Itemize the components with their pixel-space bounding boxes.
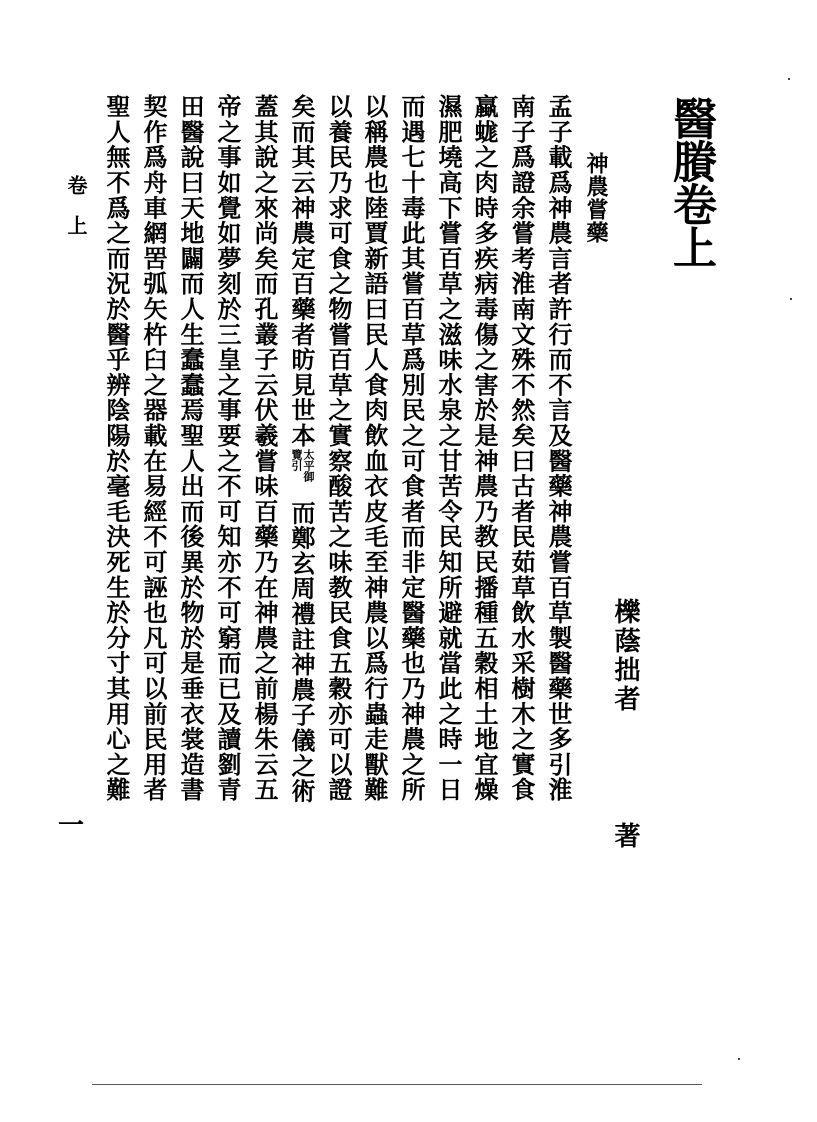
author-name: 櫟蔭拙者	[610, 598, 640, 714]
book-title: 醫賸卷上	[665, 96, 716, 268]
text-segment: 矣而其云神農定百藥者昉見世本	[287, 94, 316, 449]
section-title: 神農嘗藥	[583, 152, 609, 244]
text-column: 契作爲舟車網罟弧矢杵臼之器載在易經不可誣也凡可以前民用者	[139, 94, 168, 803]
page-number: 一	[58, 811, 85, 841]
text-column: 而遇七十毒此其嘗百草爲別民之可食者而非定醫藥也乃神農之所	[397, 94, 426, 803]
scan-speck	[788, 78, 790, 80]
note-left: 覽引	[290, 449, 303, 472]
text-column: 田醫說曰天地闢而人生蠢蠢焉聖人出而後異於物於是垂衣裳造書	[176, 94, 205, 803]
interlinear-note	[290, 449, 314, 499]
text-column: 以稱農也陸賈新語曰民人食肉飲血衣皮毛至神農以爲行蟲走獸難	[360, 94, 389, 803]
scan-speck	[790, 298, 792, 300]
author-suffix: 著	[610, 822, 640, 848]
volume-label: 卷上	[64, 175, 88, 255]
text-column: 孟子載爲神農言者許行而不言及醫藥神農嘗百草製醫藥世多引淮	[544, 94, 573, 803]
text-column: 南子爲證余嘗考淮南文殊不然矣曰古者民茹草飲水采樹木之實食	[507, 94, 536, 803]
text-column: 以養民乃求可食之物嘗百草之實察酸苦之味教民食五穀亦可以證	[324, 94, 353, 803]
text-column: 蠃蛖之肉時多疾病毒傷之害於是神農乃教民播種五穀相土地宜燥	[470, 94, 499, 803]
text-column: 濕肥墝高下嘗百草之滋味水泉之甘苦令民知所避就當此之時一日	[434, 94, 463, 803]
text-column: 帝之事如覺如夢刻於三皇之事要之不可知亦不可窮而已及讀劉青	[213, 94, 242, 803]
text-column-with-note	[288, 94, 314, 804]
note-right: 太平御	[302, 449, 315, 483]
bottom-rule	[92, 1084, 702, 1085]
text-column: 聖人無不爲之而況於醫乎辨陰陽於毫毛決死生於分寸其用心之難	[102, 94, 131, 803]
text-segment: 而鄭玄周禮註神農子儀之術	[287, 500, 316, 804]
text-column: 蓋其說之來尚矣而孔叢子云伏羲嘗味百藥乃在神農之前楊朱云五	[250, 94, 279, 803]
scan-speck	[738, 1058, 740, 1060]
